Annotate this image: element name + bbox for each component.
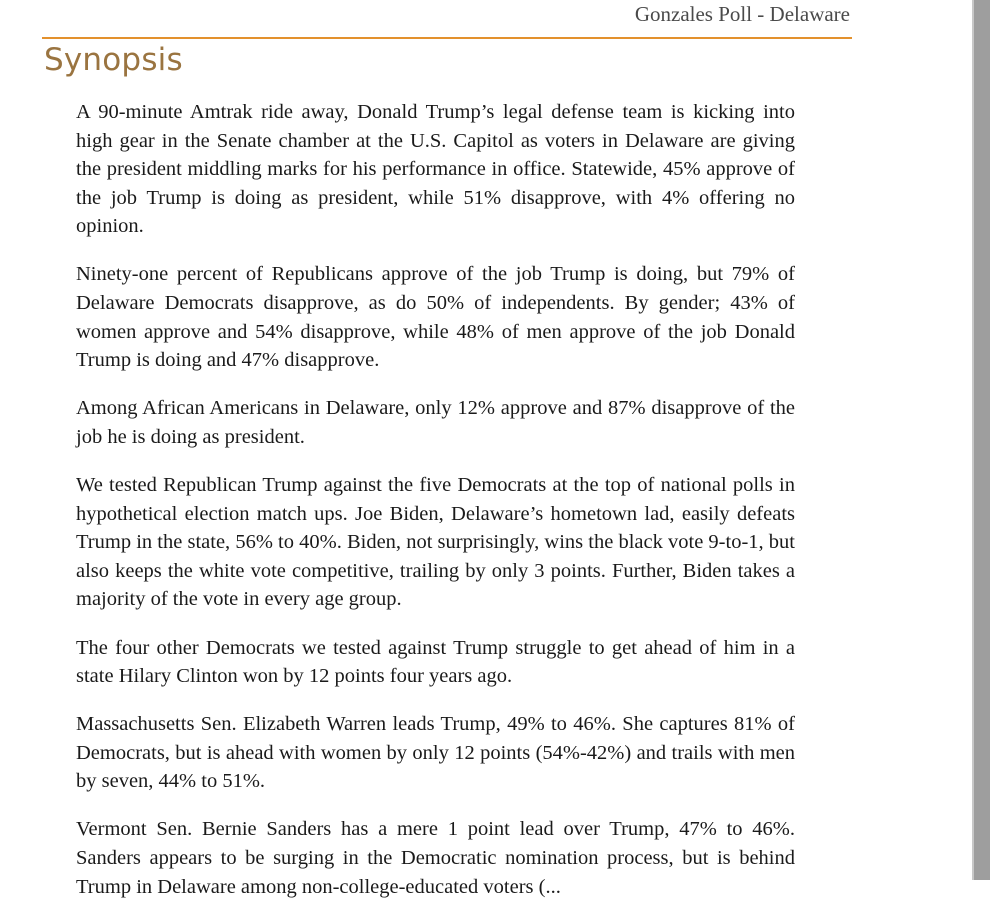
running-header: Gonzales Poll - Delaware	[634, 2, 850, 26]
paragraph-other-democrats: The four other Democrats we tested against Trump struggle to get ahead of him in a state Hilary Clinton won by 12 points four years ago.	[76, 636, 795, 688]
header-rule	[42, 37, 852, 39]
body-text	[76, 98, 795, 921]
paragraph-party-gender: Ninety-one percent of Republicans approve of the job Trump is doing, but 79% of Delaware Democrats disapprove, as do 50% of independents. By gender; 43% of women approve and 54% disapprove, while 48% of men approve of the job Donald Trump is doing and 47% disapprove.	[76, 263, 795, 372]
paragraph-warren: Massachusetts Sen. Elizabeth Warren leads Trump, 49% to 46%. She captures 81% of Democrats, but is ahead with women by only 12 points (54%-42%) and trails with men by seven, 44% to 51%.	[76, 713, 795, 793]
paragraph-sanders: Vermont Sen. Bernie Sanders has a mere 1 point lead over Trump, 47% to 46%. Sanders appears to be surging in the Democratic nomination process, but is behind Trump in Delaware among non-college-educated voters (...	[76, 818, 795, 898]
paragraph-approval: A 90-minute Amtrak ride away, Donald Trump’s legal defense team is kicking into high gear in the Senate chamber at the U.S. Capitol as voters in Delaware are giving the president middling marks for his performance in office. Statewide, 45% approve of the job Trump is doing as president, while 51% disapprove, with 4% offering no opinion.	[76, 101, 795, 238]
paragraph-african-americans: Among African Americans in Delaware, only 12% approve and 87% disapprove of the job he is doing as president.	[76, 397, 795, 448]
viewer-scrollbar[interactable]	[974, 0, 990, 880]
paragraph-biden-matchup: We tested Republican Trump against the five Democrats at the top of national polls in hypothetical election match ups. Joe Biden, Delaware’s hometown lad, easily defeats Trump in the state, 56% to 40%. Biden, not surprisingly, wins the black vote 9-to-1, but also keeps the white vote competitive, trailing by only 3 points. Further, Biden takes a majority of the vote in every age group.	[76, 474, 795, 611]
section-title: Synopsis	[44, 42, 183, 78]
